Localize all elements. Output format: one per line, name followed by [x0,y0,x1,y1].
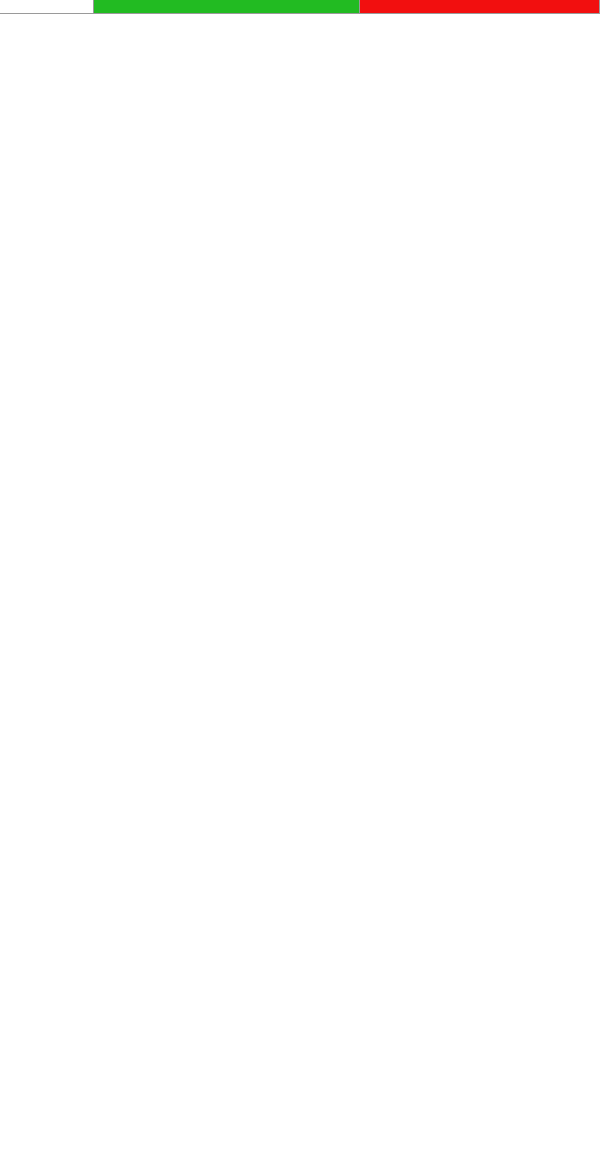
header-cons [360,0,600,14]
header-product-type [0,0,94,14]
header-pros [94,0,360,14]
